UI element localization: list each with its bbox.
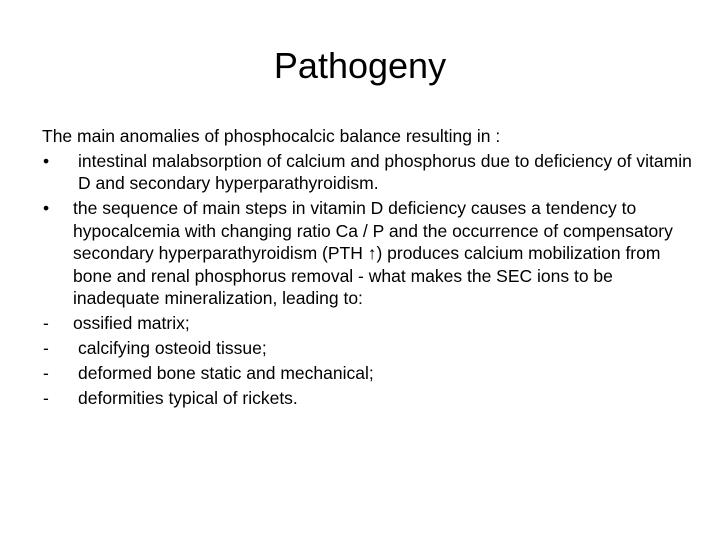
- bullet-icon: •: [43, 150, 50, 171]
- bullet-icon: •: [43, 198, 50, 218]
- dash-icon: -: [43, 363, 49, 383]
- list-item-text: intestinal malabsorption of calcium and phosphorus due to deficiency of vitamin D and secondary hyperparathyroidism.: [78, 150, 692, 193]
- slide-body: [42, 125, 692, 412]
- list-item: [42, 362, 692, 385]
- anomaly-list: [42, 150, 692, 410]
- list-item-text: deformed bone static and mechanical;: [78, 363, 374, 383]
- list-item: [42, 337, 692, 360]
- slide-title: Pathogeny: [273, 45, 447, 86]
- list-item: [42, 197, 692, 310]
- dash-icon: -: [43, 388, 49, 408]
- list-item: [42, 150, 692, 195]
- list-item-text: deformities typical of rickets.: [78, 388, 298, 408]
- list-item-text: the sequence of main steps in vitamin D deficiency causes a tendency to hypocalcemia with changing ratio Ca / P and the occurrence of compensatory secondary hyperparathyroidism (PTH ↑) produces calcium mobilization from bone and renal phosphorus removal - what makes the SEC ions to be inadequate mineralization, leading to:: [73, 198, 673, 308]
- dash-icon: -: [43, 313, 49, 333]
- dash-icon: -: [43, 338, 49, 358]
- list-item-text: ossified matrix;: [73, 313, 190, 333]
- list-item: [42, 312, 692, 335]
- list-item: [42, 387, 692, 410]
- intro-text: The main anomalies of phosphocalcic balance resulting in :: [42, 126, 501, 146]
- list-item-text: calcifying osteoid tissue;: [78, 338, 267, 358]
